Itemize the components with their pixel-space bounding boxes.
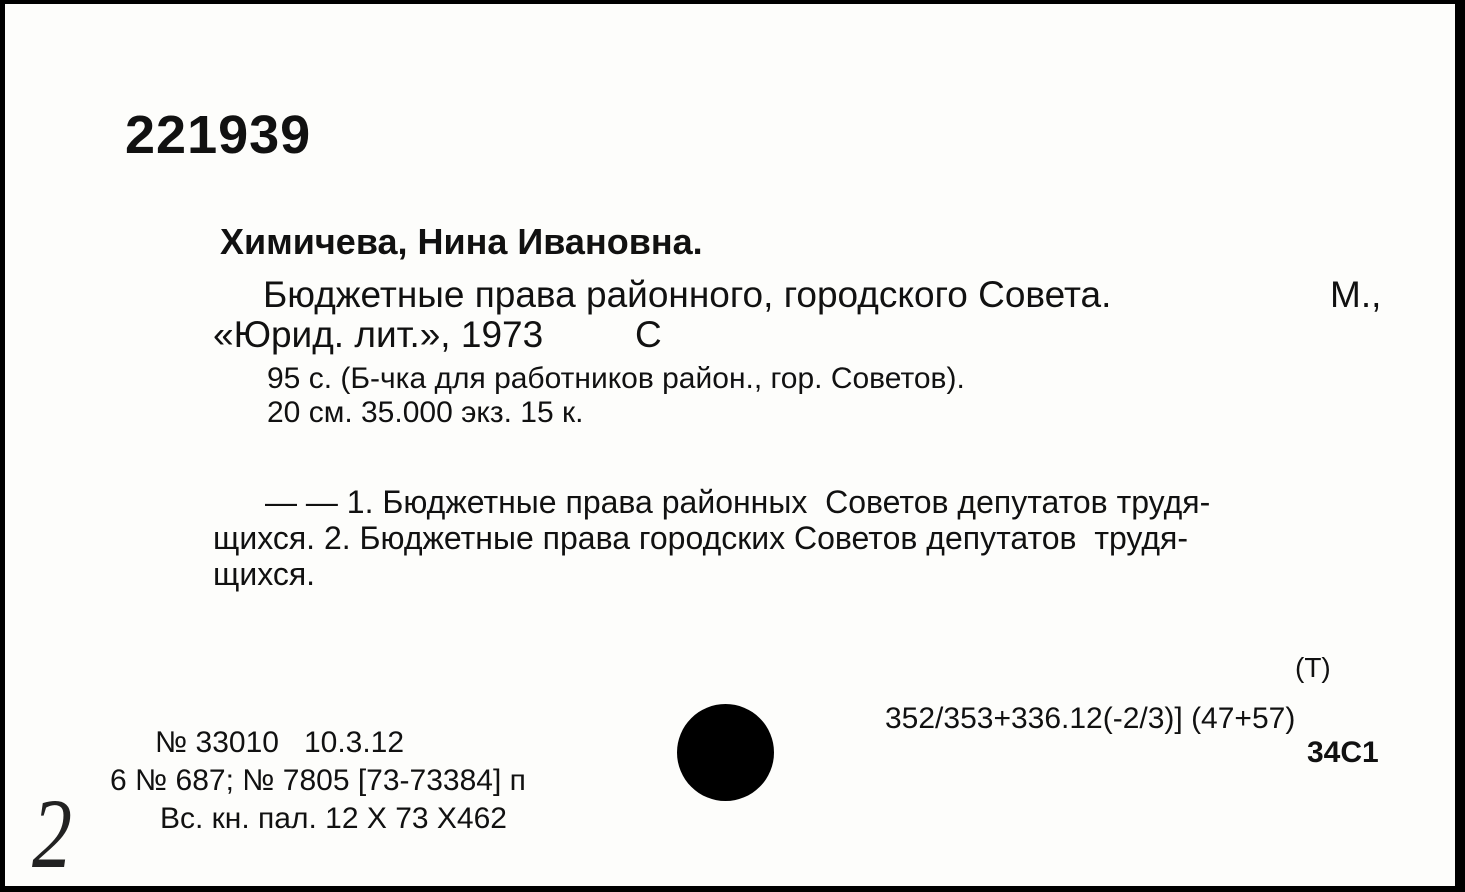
punch-hole bbox=[677, 704, 774, 801]
print-line-2: 6 № 687; № 7805 [73-73384] п bbox=[110, 764, 526, 797]
title-city: М., bbox=[1330, 274, 1382, 315]
description-line-1: 95 с. (Б-чка для работников район., гор. Советов). bbox=[267, 362, 965, 395]
print-line-3: Вс. кн. пал. 12 Х 73 Х462 bbox=[160, 802, 507, 835]
print-line-1: № 33010 10.3.12 bbox=[155, 726, 405, 759]
title-line-1: Бюджетные права районного, городского Совета. bbox=[263, 274, 1112, 315]
subjects-line-2: щихся. 2. Бюджетные права городских Советов депутатов трудя- bbox=[213, 520, 1189, 556]
description-line-2: 20 см. 35.000 экз. 15 к. bbox=[267, 396, 584, 429]
class-index: 352/353+336.12(-2/3)] (47+57) bbox=[885, 702, 1296, 735]
catalog-card bbox=[5, 4, 1455, 886]
subjects-line-1: — — 1. Бюджетные права районных Советов депутатов трудя- bbox=[265, 484, 1211, 520]
inventory-number: 221939 bbox=[125, 105, 312, 165]
handwritten-mark: 2 bbox=[32, 778, 72, 886]
mark-c: С bbox=[635, 314, 662, 355]
author-heading: Химичева, Нина Ивановна. bbox=[220, 221, 703, 262]
author-code: 34С1 bbox=[1307, 736, 1379, 769]
title-line-2: «Юрид. лит.», 1973 bbox=[213, 314, 544, 355]
class-mark: (Т) bbox=[1295, 652, 1331, 683]
subjects-line-3: щихся. bbox=[213, 556, 316, 592]
